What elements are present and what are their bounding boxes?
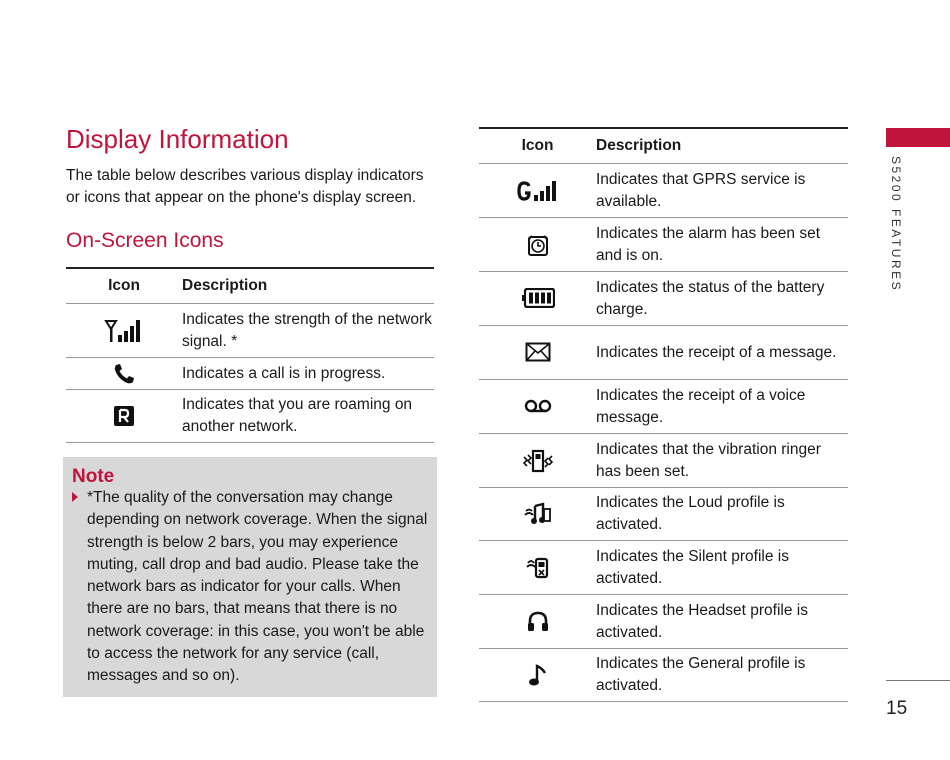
table-row xyxy=(479,272,848,326)
note-box xyxy=(63,457,437,697)
table-row xyxy=(479,541,848,595)
icon-cell xyxy=(479,218,596,272)
voice-message-icon xyxy=(524,399,552,413)
description-cell: Indicates that GPRS service is available. xyxy=(596,164,848,218)
loud-profile-icon xyxy=(523,502,553,526)
table-row xyxy=(66,390,434,443)
general-profile-icon xyxy=(527,663,549,687)
description-cell: Indicates that you are roaming on another network. xyxy=(182,390,434,443)
description-cell: Indicates the receipt of a message. xyxy=(596,326,848,380)
table-row xyxy=(479,595,848,649)
table-row xyxy=(66,304,434,358)
silent-profile-icon xyxy=(525,556,551,580)
table-row xyxy=(479,649,848,702)
page-title: Display Information xyxy=(66,124,289,154)
description-column-header: Description xyxy=(182,268,434,304)
alarm-icon xyxy=(526,233,550,257)
icon-cell xyxy=(66,358,182,390)
note-text: *The quality of the conversation may change depending on network coverage. When the signal strength is below 2 bars, you may experience muting, call drop and bad audio. Please take the network bars as indicator for your calls. When there are no bars, that means that there is no network coverage: in this case, you won't be able to access the network for any service (call, messages and so on). xyxy=(87,489,428,685)
description-cell: Indicates the receipt of a voice message. xyxy=(596,380,848,434)
table-row xyxy=(66,358,434,390)
note-title: Note xyxy=(72,466,115,487)
icon-cell xyxy=(479,649,596,702)
call-in-progress-icon xyxy=(112,362,136,386)
roaming-icon xyxy=(113,405,135,427)
description-cell: Indicates the Loud profile is activated. xyxy=(596,488,848,541)
on-screen-icons-table-right xyxy=(479,127,848,702)
description-cell: Indicates a call is in progress. xyxy=(182,358,434,390)
table-row xyxy=(479,218,848,272)
description-cell: Indicates the alarm has been set and is on. xyxy=(596,218,848,272)
bullet-arrow-icon xyxy=(72,492,78,502)
headset-profile-icon xyxy=(526,610,550,634)
description-cell: Indicates the Silent profile is activated. xyxy=(596,541,848,595)
section-subtitle: On-Screen Icons xyxy=(66,229,224,252)
vibration-icon xyxy=(521,449,555,473)
table-row xyxy=(479,488,848,541)
signal-strength-icon xyxy=(104,318,144,344)
page-number-divider xyxy=(886,680,950,681)
gprs-icon xyxy=(516,179,560,203)
table-header-row xyxy=(479,128,848,164)
description-cell: Indicates the General profile is activated. xyxy=(596,649,848,702)
icon-column-header: Icon xyxy=(66,268,182,304)
icon-cell xyxy=(479,434,596,488)
page-number: 15 xyxy=(886,698,908,719)
description-column-header: Description xyxy=(596,128,848,164)
icon-cell xyxy=(479,164,596,218)
description-cell: Indicates the Headset profile is activated. xyxy=(596,595,848,649)
table-header-row xyxy=(66,268,434,304)
intro-text: The table below describes various display indicators or icons that appear on the phone's display screen. xyxy=(66,167,424,206)
icon-column-header: Icon xyxy=(479,128,596,164)
icon-cell xyxy=(479,541,596,595)
on-screen-icons-table-left xyxy=(66,267,434,443)
table-row xyxy=(479,434,848,488)
section-label: S5200 FEATURES xyxy=(889,156,903,293)
battery-icon xyxy=(521,288,555,308)
table-row xyxy=(479,326,848,380)
icon-cell xyxy=(479,488,596,541)
icon-cell xyxy=(66,304,182,358)
table-row xyxy=(479,164,848,218)
table-row xyxy=(479,380,848,434)
description-cell: Indicates the strength of the network signal. * xyxy=(182,304,434,358)
section-tab-marker xyxy=(886,128,950,147)
description-cell: Indicates the status of the battery charge. xyxy=(596,272,848,326)
message-icon xyxy=(525,342,551,362)
icon-cell xyxy=(66,390,182,443)
icon-cell xyxy=(479,380,596,434)
icon-cell xyxy=(479,326,596,380)
icon-cell xyxy=(479,595,596,649)
description-cell: Indicates that the vibration ringer has been set. xyxy=(596,434,848,488)
icon-cell xyxy=(479,272,596,326)
